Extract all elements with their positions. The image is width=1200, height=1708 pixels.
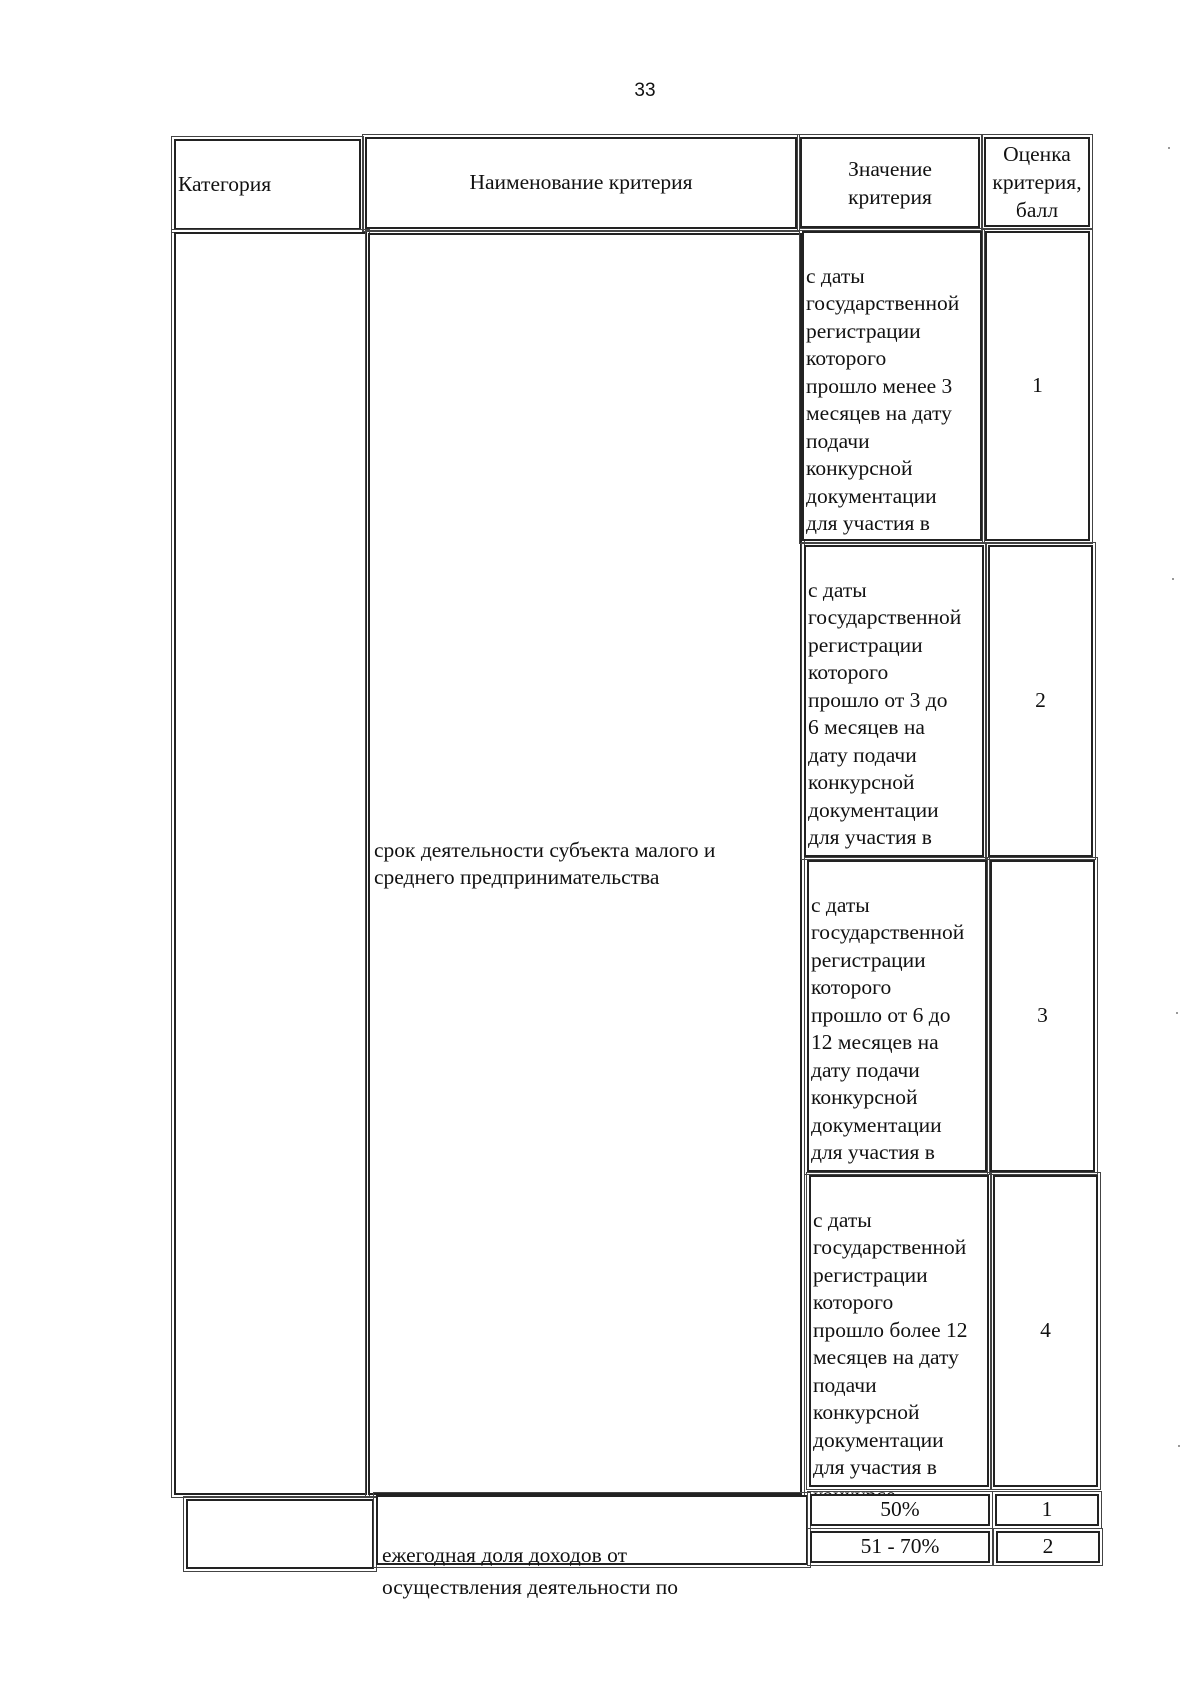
header-criterion-value-label: Значение критерия bbox=[848, 156, 932, 209]
block2-criterion-name-cell bbox=[376, 1495, 808, 1599]
header-criterion-score-label: Оценка критерия, балл bbox=[992, 142, 1082, 222]
block2-row2-score-text: 2 bbox=[1042, 1534, 1054, 1559]
header-category bbox=[174, 139, 361, 230]
block2-row1-score-text: 1 bbox=[1041, 1497, 1053, 1522]
block1-row4-value bbox=[809, 1175, 989, 1487]
block2-row2-value-text: 51 - 70% bbox=[860, 1534, 940, 1559]
scan-speck bbox=[1168, 147, 1170, 149]
header-criterion-score bbox=[984, 137, 1090, 227]
block1-row4-score bbox=[993, 1175, 1098, 1487]
scan-speck bbox=[1176, 1012, 1178, 1014]
block1-row2-value bbox=[804, 545, 984, 857]
block1-row2-score bbox=[988, 545, 1093, 857]
block2-row1-score bbox=[995, 1494, 1099, 1526]
block2-row1-value bbox=[810, 1494, 990, 1526]
block2-row2-score bbox=[996, 1531, 1100, 1563]
block1-criterion-name-cell bbox=[368, 233, 802, 1495]
scan-speck bbox=[1172, 578, 1174, 580]
block1-row3-score bbox=[990, 860, 1095, 1172]
block1-criterion-name: срок деятельности субъекта малого и среднего предпринимательства bbox=[374, 838, 716, 889]
block1-row1-value bbox=[802, 231, 982, 541]
block1-row1-score-text: 1 bbox=[1032, 373, 1043, 398]
block1-row1-value-text: с даты государственной регистрации которого прошло менее 3 месяцев на дату подачи конкурсной документации для участия в bbox=[806, 263, 960, 535]
block2-row1-value-text: 50% bbox=[880, 1497, 920, 1522]
header-criterion-name-label: Наименование критерия bbox=[469, 170, 693, 195]
block1-row3-value bbox=[807, 860, 987, 1172]
header-criterion-name bbox=[365, 137, 797, 229]
block1-row2-value-text: с даты государственной регистрации которого прошло от 3 до 6 месяцев на дату подачи конкурсной документации для участия в bbox=[808, 577, 962, 849]
block1-row4-value-text: с даты государственной регистрации которого прошло более 12 месяцев на дату подачи конкурсной документации для участия в bbox=[813, 1207, 968, 1479]
block1-row3-value-text: с даты государственной регистрации которого прошло от 6 до 12 месяцев на дату подачи конкурсной документации для участия в bbox=[811, 892, 965, 1164]
block2-row2-value bbox=[810, 1531, 990, 1563]
block1-row2-score-text: 2 bbox=[1035, 688, 1046, 713]
block1-row1-score bbox=[985, 231, 1090, 541]
page-number: 33 bbox=[634, 80, 656, 101]
block2-category-cell bbox=[186, 1499, 374, 1569]
header-category-label: Категория bbox=[178, 171, 272, 196]
block1-row3-score-text: 3 bbox=[1037, 1003, 1048, 1028]
block2-criterion-name: ежегодная доля доходов от осуществления деятельности по bbox=[382, 1543, 678, 1599]
block1-category-cell bbox=[174, 232, 367, 1495]
header-criterion-value bbox=[800, 137, 980, 228]
scan-speck bbox=[1178, 1445, 1180, 1447]
block1-row4-score-text: 4 bbox=[1040, 1318, 1051, 1343]
